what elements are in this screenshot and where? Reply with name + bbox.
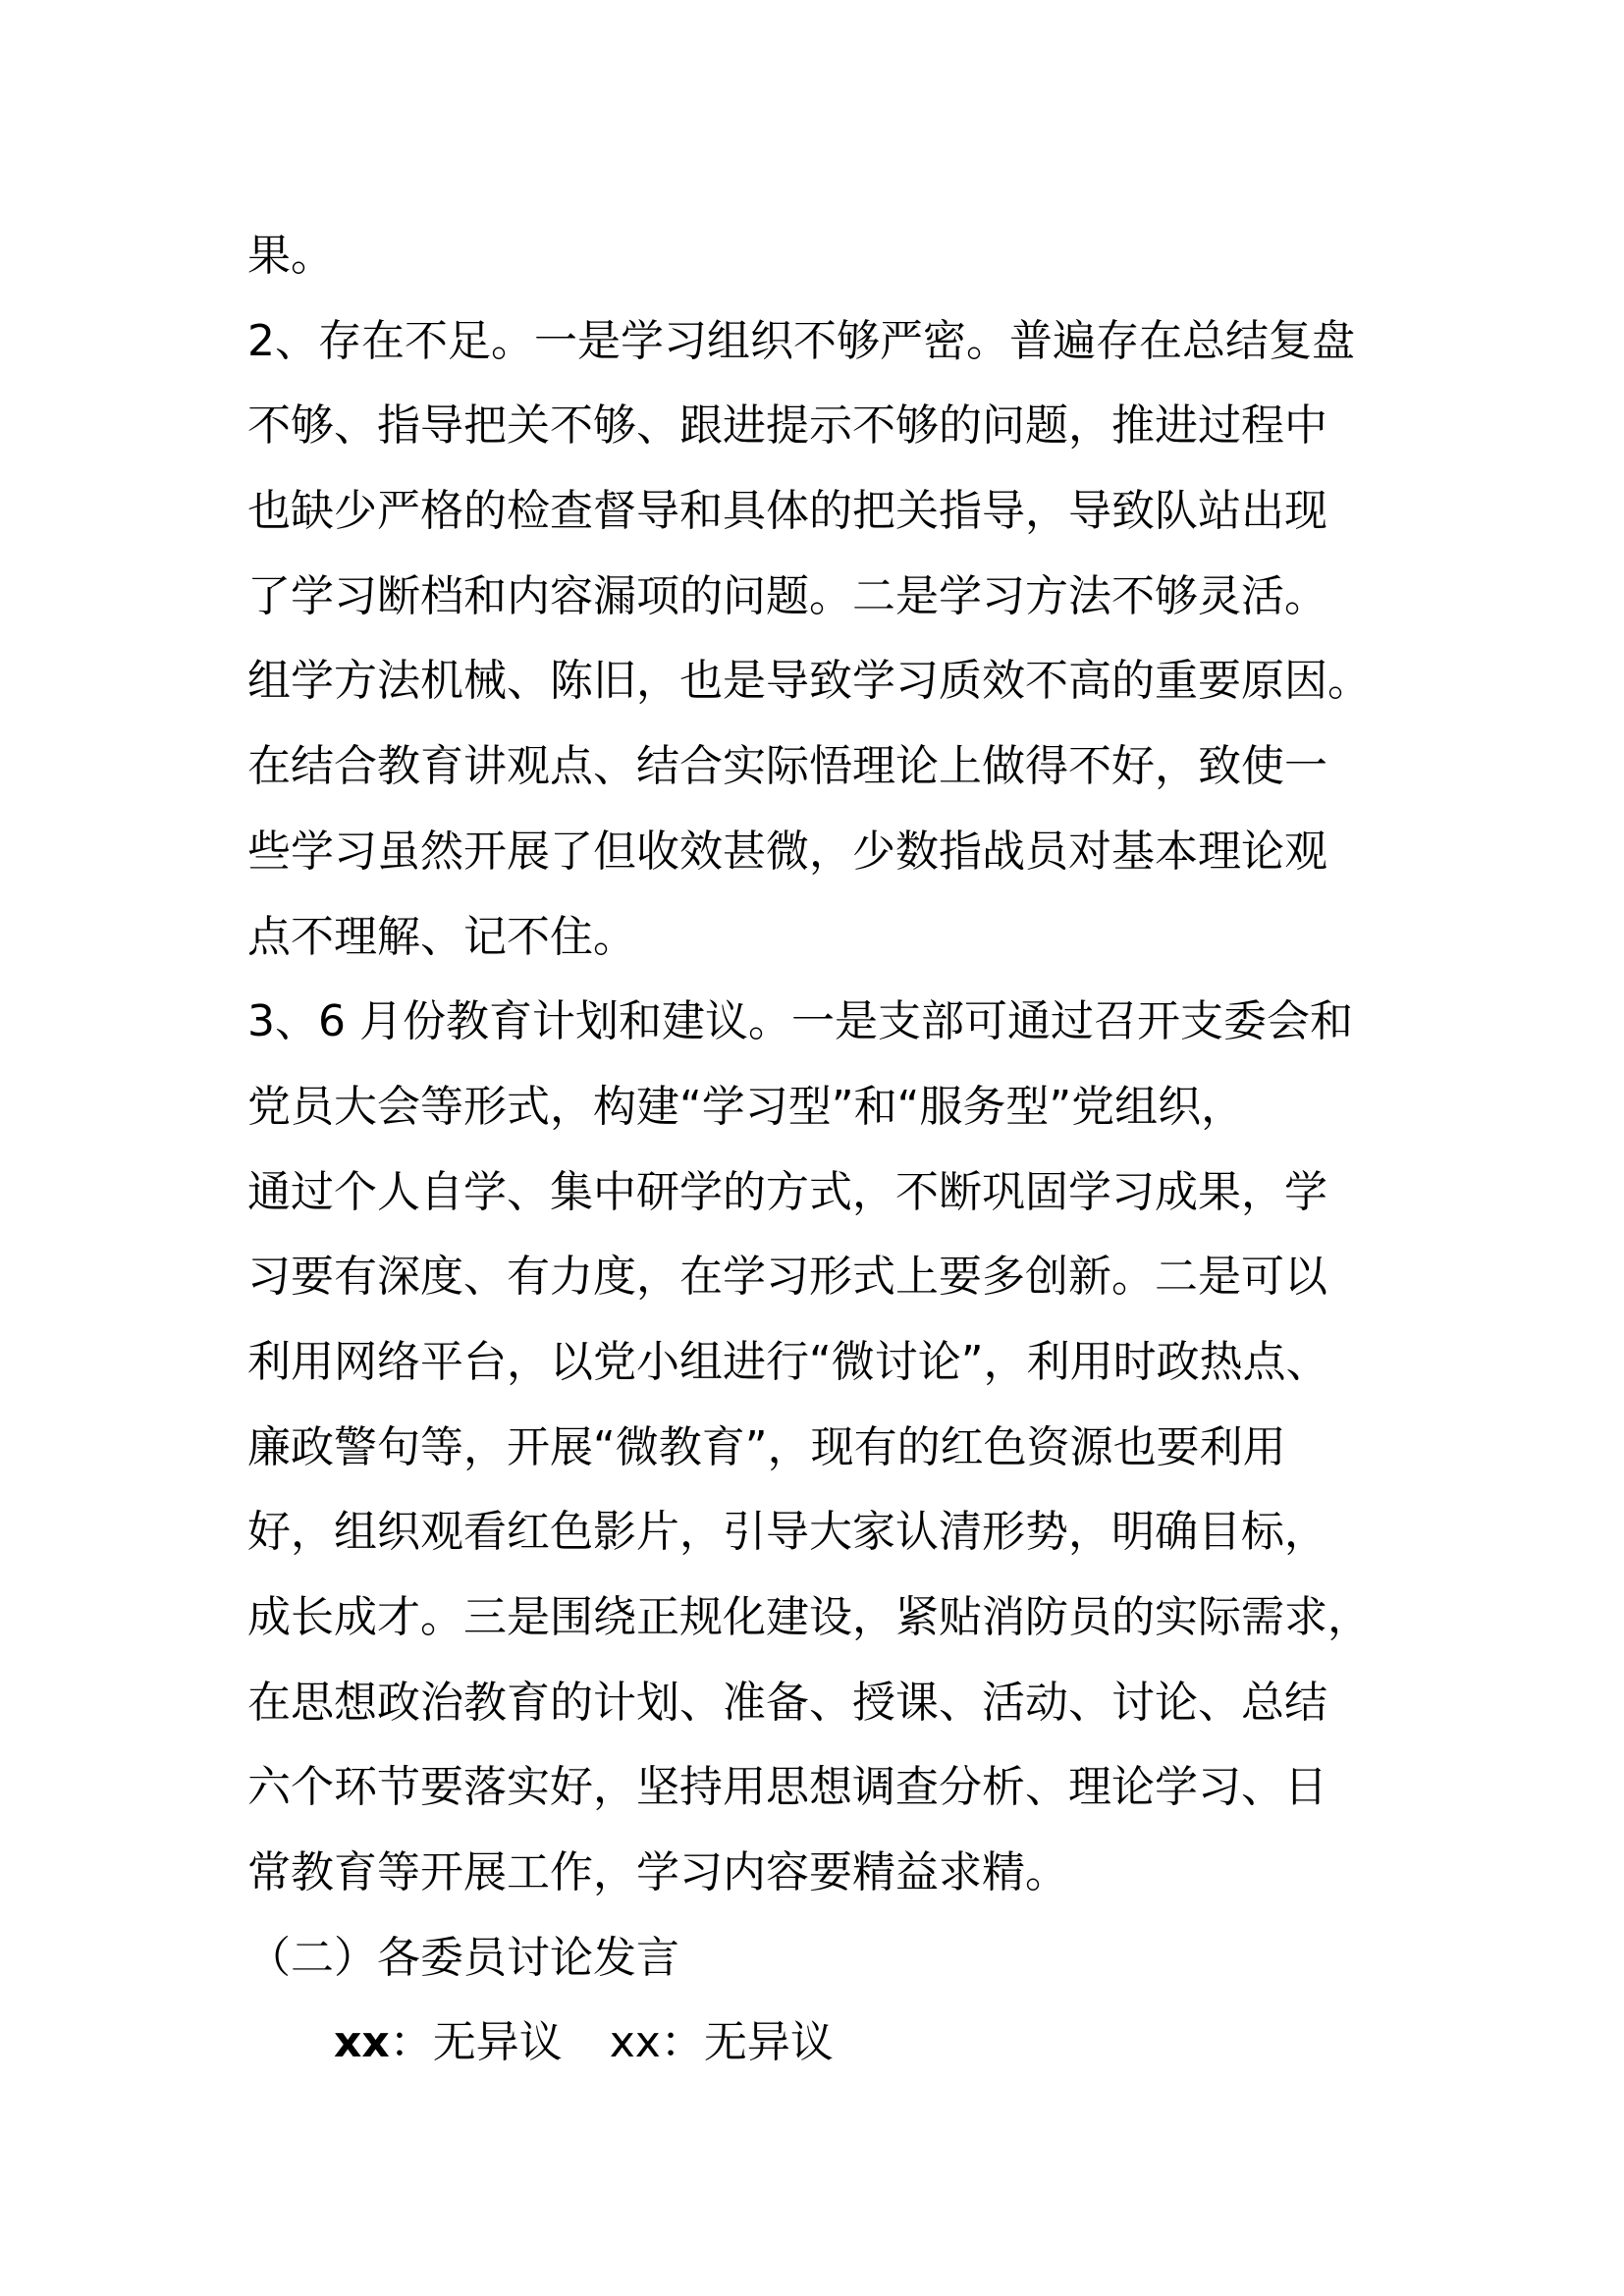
member-comment: 无异议	[703, 2017, 834, 2068]
paragraph-line: 在思想政治教育的计划、准备、授课、活动、讨论、总结	[247, 1677, 1327, 1728]
paragraph-line: 在结合教育讲观点、结合实际悟理论上做得不好，致使一	[247, 741, 1327, 792]
member-name: xx	[609, 2017, 661, 2068]
paragraph-line: 通过个人自学、集中研学的方式，不断巩固学习成果，学	[247, 1166, 1327, 1217]
member-name: xx	[334, 2017, 390, 2068]
member-comments	[247, 2001, 1367, 2086]
paragraph-line: 组学方法机械、陈旧，也是导致学习质效不高的重要原因。	[247, 656, 1371, 707]
paragraph-line: 3、6 月份教育计划和建议。一是支部可通过召开支委会和	[247, 996, 1353, 1047]
paragraph-line: 党员大会等形式，构建“学习型”和“服务型”党组织，	[247, 1081, 1245, 1132]
paragraph-line: 常教育等开展工作，学习内容要精益求精。	[247, 1847, 1068, 1898]
comment-separator: ：	[389, 2017, 433, 2068]
paragraph-line: 2、存在不足。一是学习组织不够严密。普遍存在总结复盘	[247, 315, 1355, 366]
section-subheading: （二）各委员讨论发言	[247, 1932, 679, 1983]
paragraph-june-plan	[247, 980, 1371, 1916]
paragraph-line: 不够、指导把关不够、跟进提示不够的问题，推进过程中	[247, 400, 1327, 452]
paragraph-line: 也缺少严格的检查督导和具体的把关指导，导致队站出现	[247, 486, 1327, 537]
member-comment: 无异议	[432, 2017, 563, 2068]
document-page	[247, 214, 1371, 2086]
paragraph-line: 成长成才。三是围绕正规化建设，紧贴消防员的实际需求，	[247, 1592, 1371, 1642]
paragraph-line: 好，组织观看红色影片，引导大家认清形势，明确目标，	[247, 1507, 1327, 1558]
paragraph-line: 点不理解、记不住。	[247, 911, 636, 962]
paragraph-line: 了学习断档和内容漏项的问题。二是学习方法不够灵活。	[247, 570, 1327, 621]
paragraph-line: 些学习虽然开展了但收效甚微，少数指战员对基本理论观	[247, 826, 1327, 877]
paragraph-line: 利用网络平台，以党小组进行“微讨论”，利用时政热点、	[247, 1336, 1329, 1387]
paragraph-line: 习要有深度、有力度，在学习形式上要多创新。二是可以	[247, 1252, 1327, 1303]
paragraph-line: 六个环节要落实好，坚持用思想调查分析、理论学习、日	[247, 1762, 1327, 1813]
continuation-line: 果。	[247, 231, 334, 281]
comment-separator: ：	[660, 2017, 704, 2068]
paragraph-line: 廉政警句等，开展“微教育”，现有的红色资源也要利用	[247, 1421, 1286, 1472]
paragraph-shortcomings	[247, 299, 1371, 981]
